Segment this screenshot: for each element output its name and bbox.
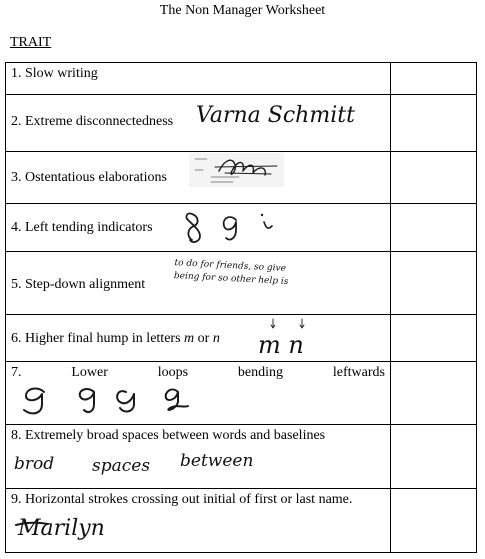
handwritten-m-n-text: m n (258, 331, 304, 359)
trait-cell (6, 362, 391, 425)
handwriting-line-2: being for so other help is (173, 271, 289, 288)
trait-label: 1. Slow writing (11, 66, 98, 81)
rating-cell (391, 425, 477, 489)
trait-column-heading: TRAIT (10, 35, 52, 50)
table-row (6, 204, 477, 252)
signature-text: Marilyn (18, 516, 105, 541)
rating-cell (391, 204, 477, 252)
handwritten-word: brod (14, 454, 55, 474)
trait-label: 9. Horizontal strokes crossing out initial of first or last name. (11, 492, 353, 507)
table-row (6, 425, 477, 489)
rating-cell (391, 152, 477, 204)
trait-label: 3. Ostentatious elaborations (11, 170, 167, 185)
trait-label: 4. Left tending indicators (11, 220, 153, 235)
trait-cell (6, 425, 391, 489)
trait-cell (6, 63, 391, 95)
table-row (6, 152, 477, 204)
signature-text: Varna Schmitt (196, 103, 355, 128)
ornate-signature-image (189, 153, 284, 187)
trait-label: 8. Extremely broad spaces between words and baselines (11, 428, 326, 443)
trait-cell (6, 152, 391, 204)
table-row (6, 252, 477, 315)
trait-label: 5. Step-down alignment (11, 277, 146, 292)
handwritten-loops-image (14, 382, 204, 418)
signature-image (194, 97, 355, 133)
table-row (6, 489, 477, 553)
table-row (6, 63, 477, 95)
handwriting-line-1: to do for friends, so give (174, 258, 287, 274)
rating-cell (391, 63, 477, 95)
trait-cell (6, 489, 391, 553)
rating-cell (391, 489, 477, 553)
trait-cell (6, 252, 391, 315)
broad-spacing-handwriting-image (12, 449, 262, 477)
handwritten-m-n-image (254, 315, 324, 359)
rating-cell (391, 362, 477, 425)
handwritten-word: spaces (92, 456, 151, 476)
handwritten-word: between (180, 451, 254, 471)
sloping-handwriting-image (173, 254, 323, 294)
trait-label: 6. Higher final hump in letters m or n (11, 331, 220, 346)
worksheet-title: The Non Manager Worksheet (159, 3, 326, 18)
table-row (6, 362, 477, 425)
trait-table (5, 62, 477, 553)
rating-cell (391, 315, 477, 362)
rating-cell (391, 95, 477, 152)
trait-cell (6, 95, 391, 152)
table-row (6, 315, 477, 362)
trait-cell (6, 315, 391, 362)
handwritten-letters-image (178, 206, 278, 246)
trait-cell (6, 204, 391, 252)
table-row (6, 95, 477, 152)
rating-cell (391, 252, 477, 315)
crossed-initial-signature-image (14, 511, 144, 545)
trait-label: 7. Lower loops bending leftwards (11, 365, 385, 380)
trait-label: 2. Extreme disconnectedness (11, 114, 174, 129)
